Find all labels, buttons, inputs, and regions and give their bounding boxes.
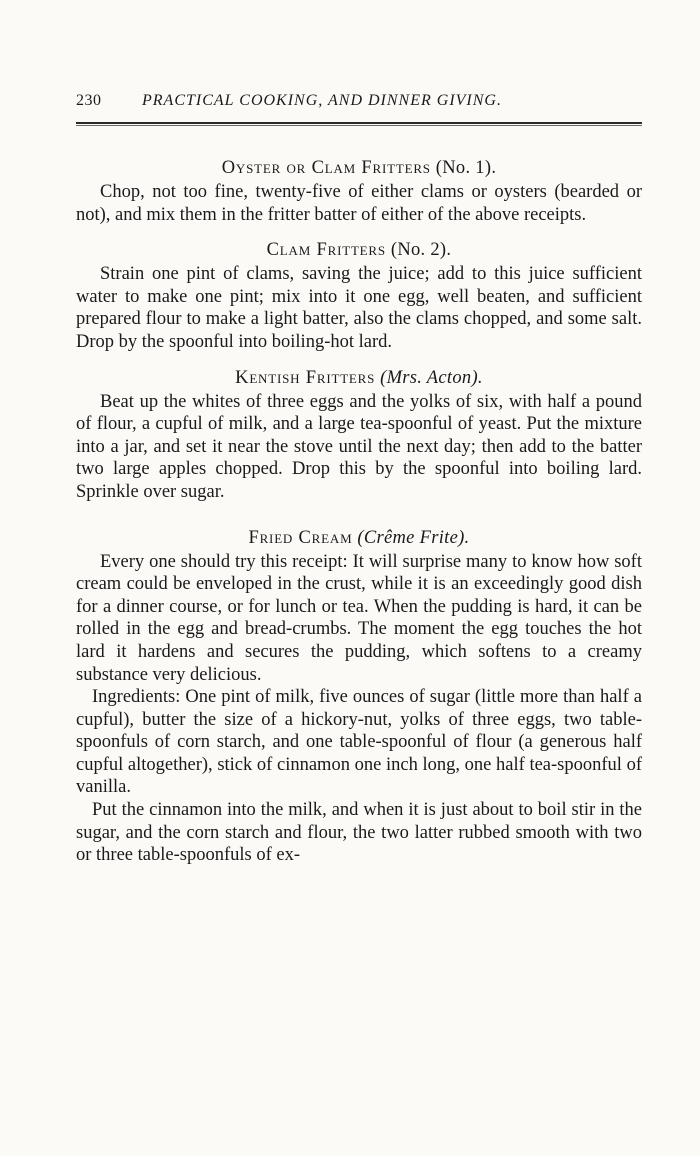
recipe-kentish-fritters bbox=[76, 366, 642, 504]
recipe-paragraph: Strain one pint of clams, saving the juice; add to this juice sufficient water to make one pint; mix into it one egg, well beaten, and sufficient prepared flour to make a light batter, also the clams chopped, and some salt. Drop by the spoonful into boiling-hot lard. bbox=[76, 264, 642, 352]
running-head bbox=[76, 92, 642, 114]
recipe-paragraph: Every one should try this receipt: It will surprise many to know how soft cream could be enveloped in the crust, while it is an exceedingly good dish for a dinner course, or for lunch or tea. When the pudding is hard, it can be rolled in the egg and bread-crumbs. The moment the egg touches the hot lard it hardens and secures the pudding, which softens to a creamy substance very delicious. bbox=[76, 551, 642, 685]
recipe-heading bbox=[76, 526, 642, 551]
recipe-paragraph: Put the cinnamon into the milk, and when it is just about to boil stir in the sugar, and the corn starch and flour, the two latter rubbed smooth with two or three table-spoonfuls of ex- bbox=[76, 800, 642, 866]
recipe-title: Kentish Fritters bbox=[235, 367, 376, 388]
recipe-fried-cream bbox=[76, 526, 642, 867]
recipe-heading bbox=[76, 366, 642, 391]
header-rule bbox=[76, 122, 642, 124]
recipe-heading bbox=[76, 156, 642, 181]
header-rule-thin bbox=[76, 125, 642, 126]
running-title: PRACTICAL COOKING, AND DINNER GIVING. bbox=[142, 92, 502, 109]
recipe-title-suffix: (No. 1). bbox=[435, 158, 497, 178]
recipe-paragraph: Chop, not too fine, twenty-five of either clams or oysters (bearded or not), and mix them in the fritter batter of either of the above receipts. bbox=[76, 182, 642, 225]
recipe-title: Oyster or Clam Fritters bbox=[221, 158, 431, 178]
recipe-paragraph: Ingredients: One pint of milk, five ounces of sugar (little more than half a cupful), butter the size of a hickory-nut, yolks of three eggs, two table-spoonfuls of corn starch, and one table-spoonful of flour (a generous half cupful altogether), stick of cinnamon one inch long, one half tea-spoonful of vanilla. bbox=[76, 687, 642, 798]
recipe-title-suffix: (No. 2). bbox=[390, 240, 452, 261]
page-number: 230 bbox=[76, 92, 102, 109]
recipe-heading bbox=[76, 238, 642, 263]
recipe-title: Clam Fritters bbox=[266, 240, 386, 261]
book-page bbox=[76, 92, 642, 867]
recipe-clam-fritters bbox=[76, 238, 642, 353]
recipe-title-suffix: (Mrs. Acton). bbox=[380, 367, 483, 388]
recipe-paragraph: Beat up the whites of three eggs and the yolks of six, with half a pound of flour, a cupful of milk, and a large tea-spoonful of yeast. Put the mixture into a jar, and set it near the stove until the next day; then add to the batter two large apples chopped. Drop this by the spoonful into boiling lard. Sprinkle over sugar. bbox=[76, 391, 642, 502]
recipe-title-suffix: (Crême Frite). bbox=[357, 527, 470, 548]
recipe-title: Fried Cream bbox=[248, 527, 353, 548]
recipe-oyster-clam-fritters bbox=[76, 156, 642, 226]
